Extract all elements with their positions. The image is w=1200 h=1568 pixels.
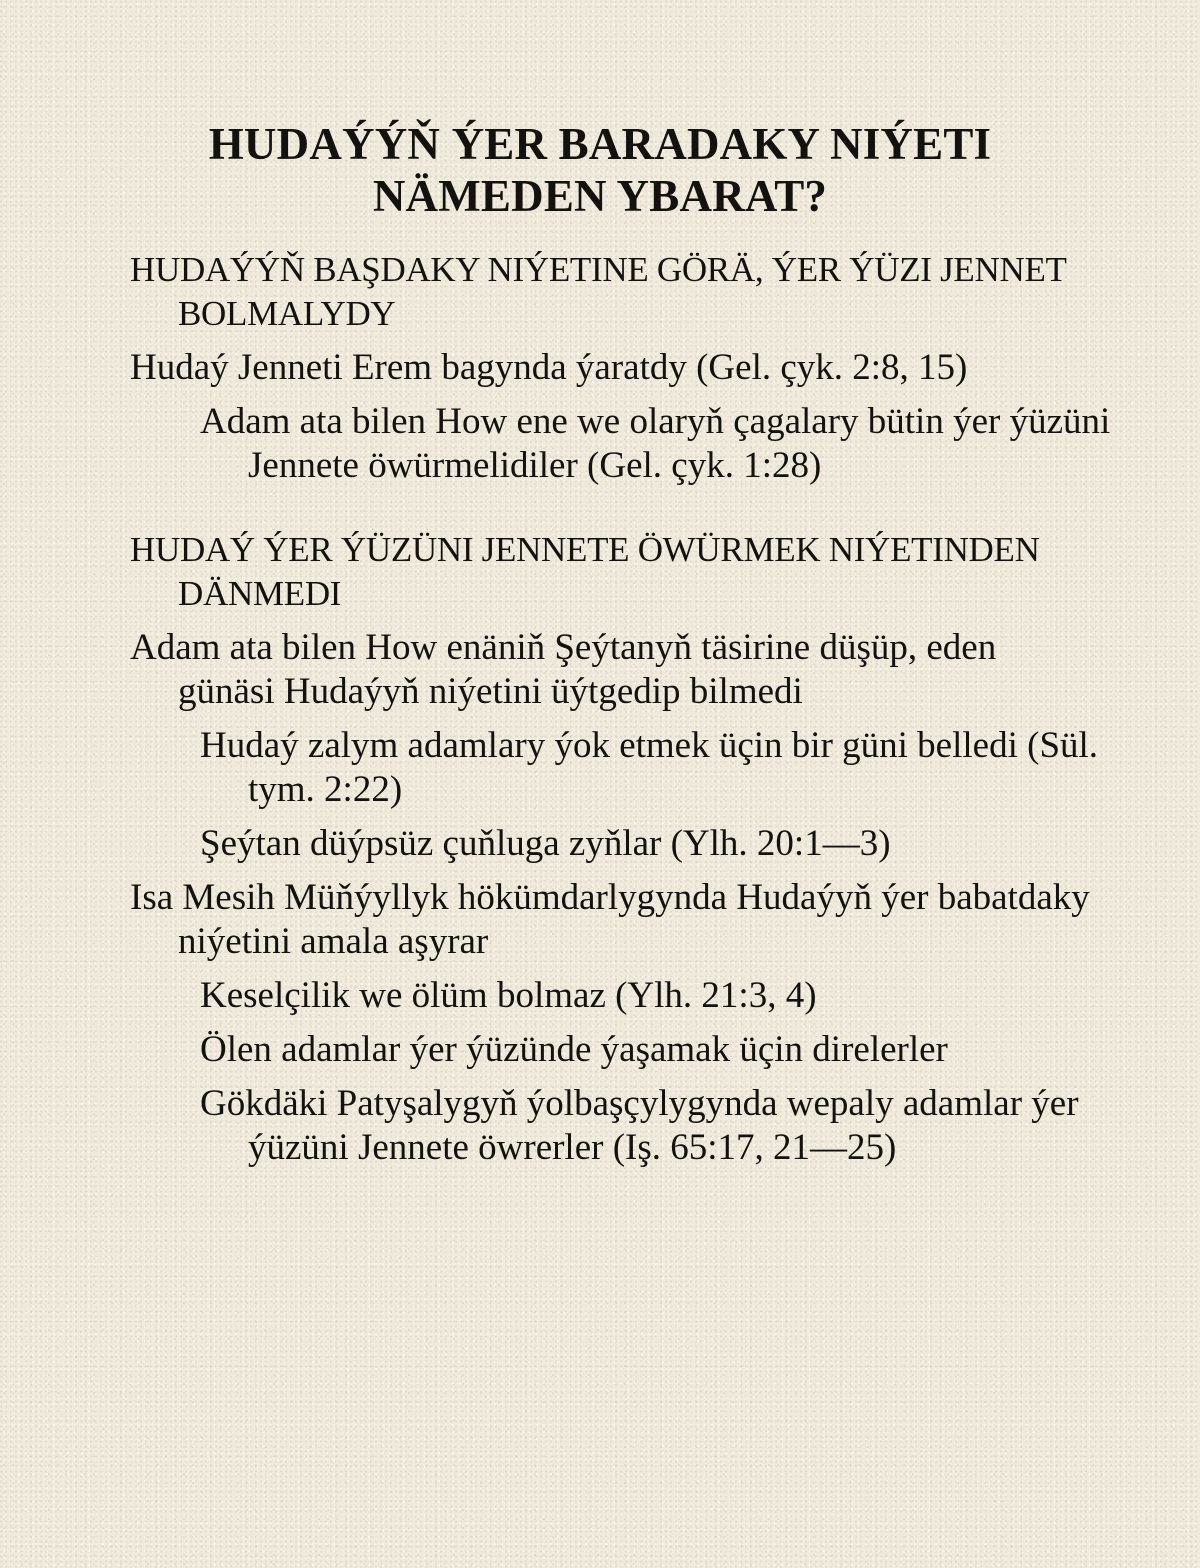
outline-subpoint: Şeýtan düýpsüz çuňluga zyňlar (Ylh. 20:1—3) — [200, 823, 891, 864]
outline-point: Hudaý Jenneti Erem bagynda ýaratdy (Gel. çyk. 2:8, 15) — [130, 347, 968, 388]
outline-subpoint: Ölen adamlar ýer ýüzünde ýaşamak üçin direlerler — [200, 1029, 948, 1070]
section-heading: HUDAÝ ÝER ÝÜZÜNI JENNETE ÖWÜRMEK NIÝETINDEN DÄNMEDI — [130, 530, 1040, 613]
section-heading: HUDAÝÝŇ BAŞDAKY NIÝETINE GÖRÄ, ÝER ÝÜZI JENNET BOLMALYDY — [130, 250, 1066, 333]
title-line-2: NÄMEDEN YBARAT? — [372, 171, 828, 221]
outline-subpoint: Keselçilik we ölüm bolmaz (Ylh. 21:3, 4) — [200, 975, 817, 1016]
outline-point: Adam ata bilen How enäniň Şeýtanyň täsirine düşüp, eden günäsi Hudaýyň niýetini üýtgedip bilmedi — [130, 627, 997, 712]
outline-subpoint: Adam ata bilen How ene we olaryň çagalary bütin ýer ýüzüni Jennete öwürmelidiler (Gel. çyk. 1:28) — [200, 401, 1111, 486]
outline-subpoint: Hudaý zalym adamlary ýok etmek üçin bir güni belledi (Sül. tym. 2:22) — [200, 725, 1099, 810]
title-line-1: HUDAÝÝŇ ÝER BARADAKY NIÝETI — [208, 119, 992, 169]
page-title — [0, 118, 1200, 222]
outline-subpoint: Gökdäki Patyşalygyň ýolbaşçylygynda wepaly adamlar ýer ýüzüni Jennete öwrerler (Iş. 65:17, 21—25) — [200, 1083, 1079, 1168]
outline — [0, 248, 1200, 1180]
outline-point: Isa Mesih Müňýyllyk hökümdarlygynda Hudaýyň ýer babatdaky niýetini amala aşyrar — [130, 877, 1090, 962]
